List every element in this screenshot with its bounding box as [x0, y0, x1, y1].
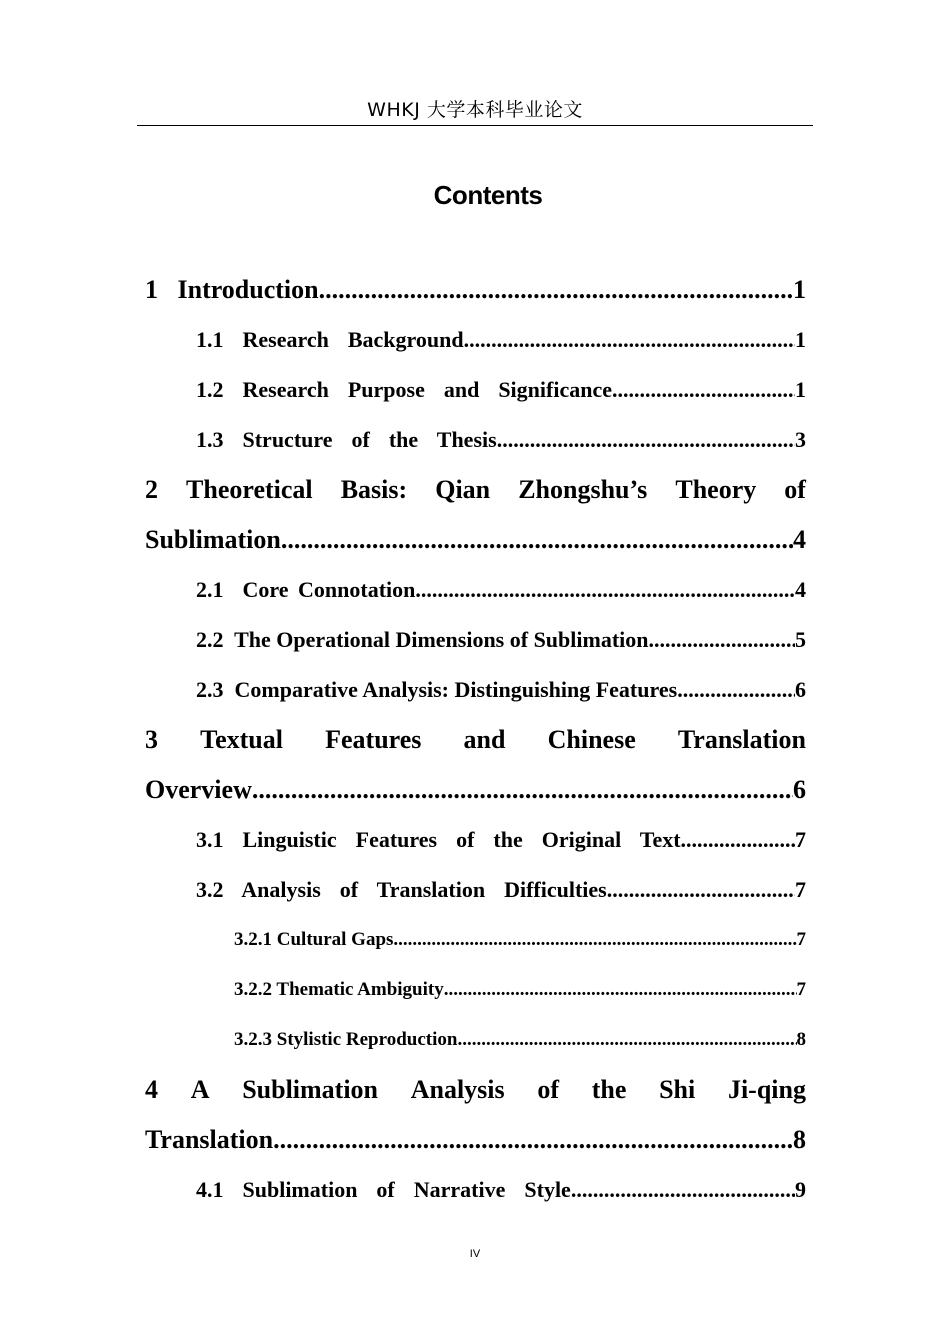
- toc-entry-text: 3.2.2 Thematic Ambiguity: [234, 979, 444, 1000]
- toc-entry-chapter-4-line-2[interactable]: [145, 1115, 806, 1165]
- toc-entry-page: 5: [795, 627, 806, 652]
- toc-word: of: [784, 475, 806, 504]
- toc-entry-chapter-2-line-2[interactable]: [145, 515, 806, 565]
- toc-entry-chapter-3-line-2[interactable]: [145, 765, 806, 815]
- toc-entry-subsection-3-2-3[interactable]: [145, 1015, 806, 1065]
- toc-entry-page: 7: [796, 929, 806, 950]
- page-number: IV: [469, 1248, 481, 1260]
- toc-entry-page: 4: [793, 525, 806, 554]
- toc-word: Zhongshu’s: [518, 475, 648, 504]
- toc-entry-chapter-4-line-1[interactable]: [145, 1065, 806, 1115]
- toc-entry-page: 1: [795, 327, 806, 352]
- toc-leader-dots: [393, 915, 796, 965]
- toc-entry-page: 9: [795, 1177, 806, 1202]
- toc-leader-dots: [607, 865, 795, 915]
- toc-entry-text: 2.3 Comparative Analysis: Distinguishing Features: [196, 677, 678, 702]
- toc-entry-text: 1.3 Structure of the Thesis: [196, 427, 497, 452]
- toc-leader-dots: [464, 315, 795, 365]
- toc-leader-dots: [649, 615, 796, 665]
- toc-entry-section-1-2[interactable]: [145, 365, 806, 415]
- toc-entry-text: 2.2 The Operational Dimensions of Sublimation: [196, 627, 649, 652]
- toc-entry-page: 7: [796, 979, 806, 1000]
- toc-leader-dots: [681, 815, 795, 865]
- toc-entry-page: 6: [795, 677, 806, 702]
- contents-title: Contents: [433, 180, 543, 210]
- toc-leader-dots: [319, 265, 793, 315]
- toc-entry-text: 4.1 Sublimation of Narrative Style: [196, 1177, 571, 1202]
- toc-entry-page: 6: [793, 775, 806, 804]
- toc-entry-page: 7: [795, 877, 806, 902]
- toc-word: 4: [145, 1075, 158, 1104]
- toc-entry-section-2-1[interactable]: [145, 565, 806, 615]
- toc-leader-dots: [497, 415, 795, 465]
- toc-entry-text: 3.2 Analysis of Translation Difficulties: [196, 877, 607, 902]
- toc-word: Features: [325, 725, 422, 754]
- toc-entry-page: 8: [796, 1029, 806, 1050]
- toc-entry-text: Overview: [145, 775, 252, 804]
- toc-word: Qian: [435, 475, 491, 504]
- toc-leader-dots: [612, 365, 795, 415]
- toc-leader-dots: [273, 1115, 793, 1165]
- toc-entry-text: 3.2.1 Cultural Gaps: [234, 929, 394, 950]
- toc-word: A: [190, 1075, 210, 1104]
- toc-entry-subsection-3-2-1[interactable]: [145, 915, 806, 965]
- toc-leader-dots: [444, 965, 797, 1015]
- toc-entry-text: Sublimation: [145, 525, 281, 554]
- toc-entry-chapter-1[interactable]: [145, 265, 806, 315]
- toc-entry-section-1-1[interactable]: [145, 315, 806, 365]
- toc-word: the: [591, 1075, 627, 1104]
- toc-entry-text: 1.2 Research Purpose and Significance: [196, 377, 612, 402]
- toc-leader-dots: [457, 1015, 796, 1065]
- toc-entry-text: 2.1 Core Connotation: [196, 577, 416, 602]
- toc-leader-dots: [252, 765, 793, 815]
- toc-word: and: [463, 725, 506, 754]
- toc-entry-page: 3: [795, 427, 806, 452]
- toc-entry-page: 1: [793, 275, 806, 304]
- toc-entry-chapter-2-line-1[interactable]: [145, 465, 806, 515]
- toc-leader-dots: [281, 515, 793, 565]
- toc-entry-section-2-2[interactable]: [145, 615, 806, 665]
- toc-entry-subsection-3-2-2[interactable]: [145, 965, 806, 1015]
- toc-entry-page: 4: [795, 577, 806, 602]
- toc-entry-text: 3.2.3 Stylistic Reproduction: [234, 1029, 458, 1050]
- toc-word: Analysis: [410, 1075, 505, 1104]
- toc-entry-page: 1: [795, 377, 806, 402]
- toc-entry-text: Translation: [145, 1125, 274, 1154]
- toc-entry-section-3-2[interactable]: [145, 865, 806, 915]
- toc-entry-section-4-1[interactable]: [145, 1165, 806, 1215]
- running-header: WHKJ 大学本科毕业论文: [137, 96, 813, 126]
- toc-word: of: [537, 1075, 560, 1104]
- toc-entry-chapter-3-line-1[interactable]: [145, 715, 806, 765]
- toc-entry-section-2-3[interactable]: [145, 665, 806, 715]
- toc-entry-section-3-1[interactable]: [145, 815, 806, 865]
- toc-entry-text: 3.1 Linguistic Features of the Original Text: [196, 827, 681, 852]
- toc-entry-page: 8: [793, 1125, 806, 1154]
- toc-word: Shi: [659, 1075, 696, 1104]
- toc-word: Sublimation: [242, 1075, 379, 1104]
- toc-word: Theoretical: [186, 475, 313, 504]
- toc-word: Translation: [677, 725, 806, 754]
- toc-entry-text: 1.1 Research Background: [196, 327, 464, 352]
- toc-leader-dots: [415, 565, 795, 615]
- table-of-contents: [145, 265, 806, 1215]
- toc-word: 3: [145, 725, 158, 754]
- toc-word: Theory: [675, 475, 757, 504]
- toc-leader-dots: [677, 665, 795, 715]
- toc-entry-page: 7: [795, 827, 806, 852]
- toc-entry-text: 1 Introduction: [145, 275, 319, 304]
- toc-entry-section-1-3[interactable]: [145, 415, 806, 465]
- toc-leader-dots: [571, 1165, 795, 1215]
- toc-word: Textual: [200, 725, 283, 754]
- toc-word: Chinese: [547, 725, 636, 754]
- toc-word: Basis:: [340, 475, 408, 504]
- toc-word: 2: [145, 475, 158, 504]
- toc-word: Ji-qing: [727, 1075, 806, 1104]
